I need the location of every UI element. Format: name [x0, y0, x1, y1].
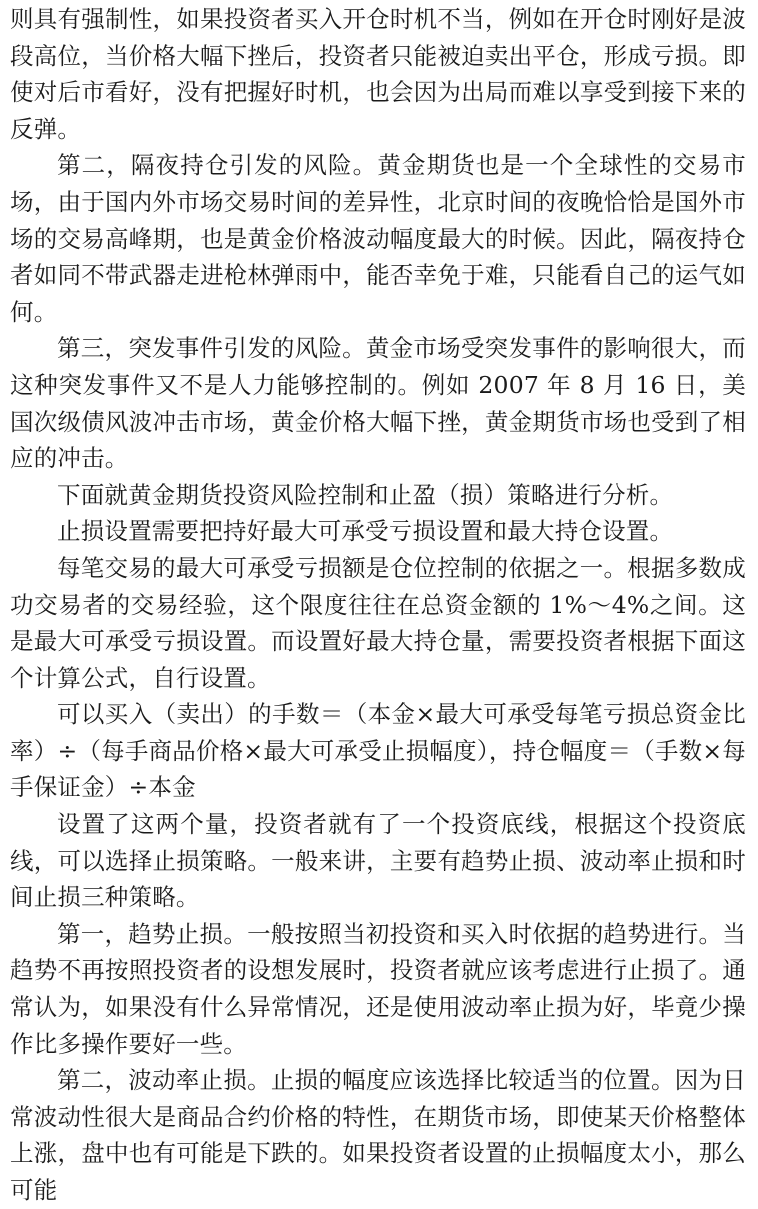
paragraph-2: 第二，隔夜持仓引发的风险。黄金期货也是一个全球性的交易市场，由于国内外市场交易时间的差异性，北京时间的夜晚恰恰是国外市场的交易高峰期，也是黄金价格波动幅度最大的时候。因此，隔夜持仓者如同不带武器走进枪林弹雨中，能否幸免于难，只能看自己的运气如何。: [10, 151, 746, 326]
paragraph-4: 下面就黄金期货投资风险控制和止盈（损）策略进行分析。: [57, 480, 674, 509]
paragraph-8: 设置了这两个量，投资者就有了一个投资底线，根据这个投资底线，可以选择止损策略。一般来讲，主要有趋势止损、波动率止损和时间止损三种策略。: [10, 810, 746, 912]
paragraph-10: 第二，波动率止损。止损的幅度应该选择比较适当的位置。因为日常波动性很大是商品合约价格的特性，在期货市场，即使某天价格整体上涨，盘中也有可能是下跌的。如果投资者设置的止损幅度太小，那么可能: [10, 1066, 746, 1204]
paragraph-7: 可以买入（卖出）的手数＝（本金×最大可承受每笔亏损总资金比率）÷（每手商品价格×最大可承受止损幅度），持仓幅度＝（手数×每手保证金）÷本金: [10, 700, 746, 802]
paragraph-5: 止损设置需要把持好最大可承受亏损设置和最大持仓设置。: [57, 517, 674, 546]
paragraph-6: 每笔交易的最大可承受亏损额是仓位控制的依据之一。根据多数成功交易者的交易经验，这个限度往往在总资金额的 1%～4%之间。这是最大可承受亏损设置。而设置好最大持仓量，需要投资者根据下面这个计算公式，自行设置。: [10, 553, 746, 692]
paragraph-9: 第一，趋势止损。一般按照当初投资和买入时依据的趋势进行。当趋势不再按照投资者的设想发展时，投资者就应该考虑进行止损了。通常认为，如果没有什么异常情况，还是使用波动率止损为好，毕竟少操作比多操作要好一些。: [10, 919, 746, 1058]
paragraph-1: 则具有强制性，如果投资者买入开仓时机不当，例如在开仓时刚好是波段高位，当价格大幅下挫后，投资者只能被迫卖出平仓，形成亏损。即使对后市看好，没有把握好时机，也会因为出局而难以享受到接下来的反弹。: [10, 5, 746, 143]
paragraph-3: 第三，突发事件引发的风险。黄金市场受突发事件的影响很大，而这种突发事件又不是人力能够控制的。例如 2007 年 8 月 16 日，美国次级债风波冲击市场，黄金价格大幅下挫，黄金期货市场也受到了相应的冲击。: [10, 334, 746, 473]
